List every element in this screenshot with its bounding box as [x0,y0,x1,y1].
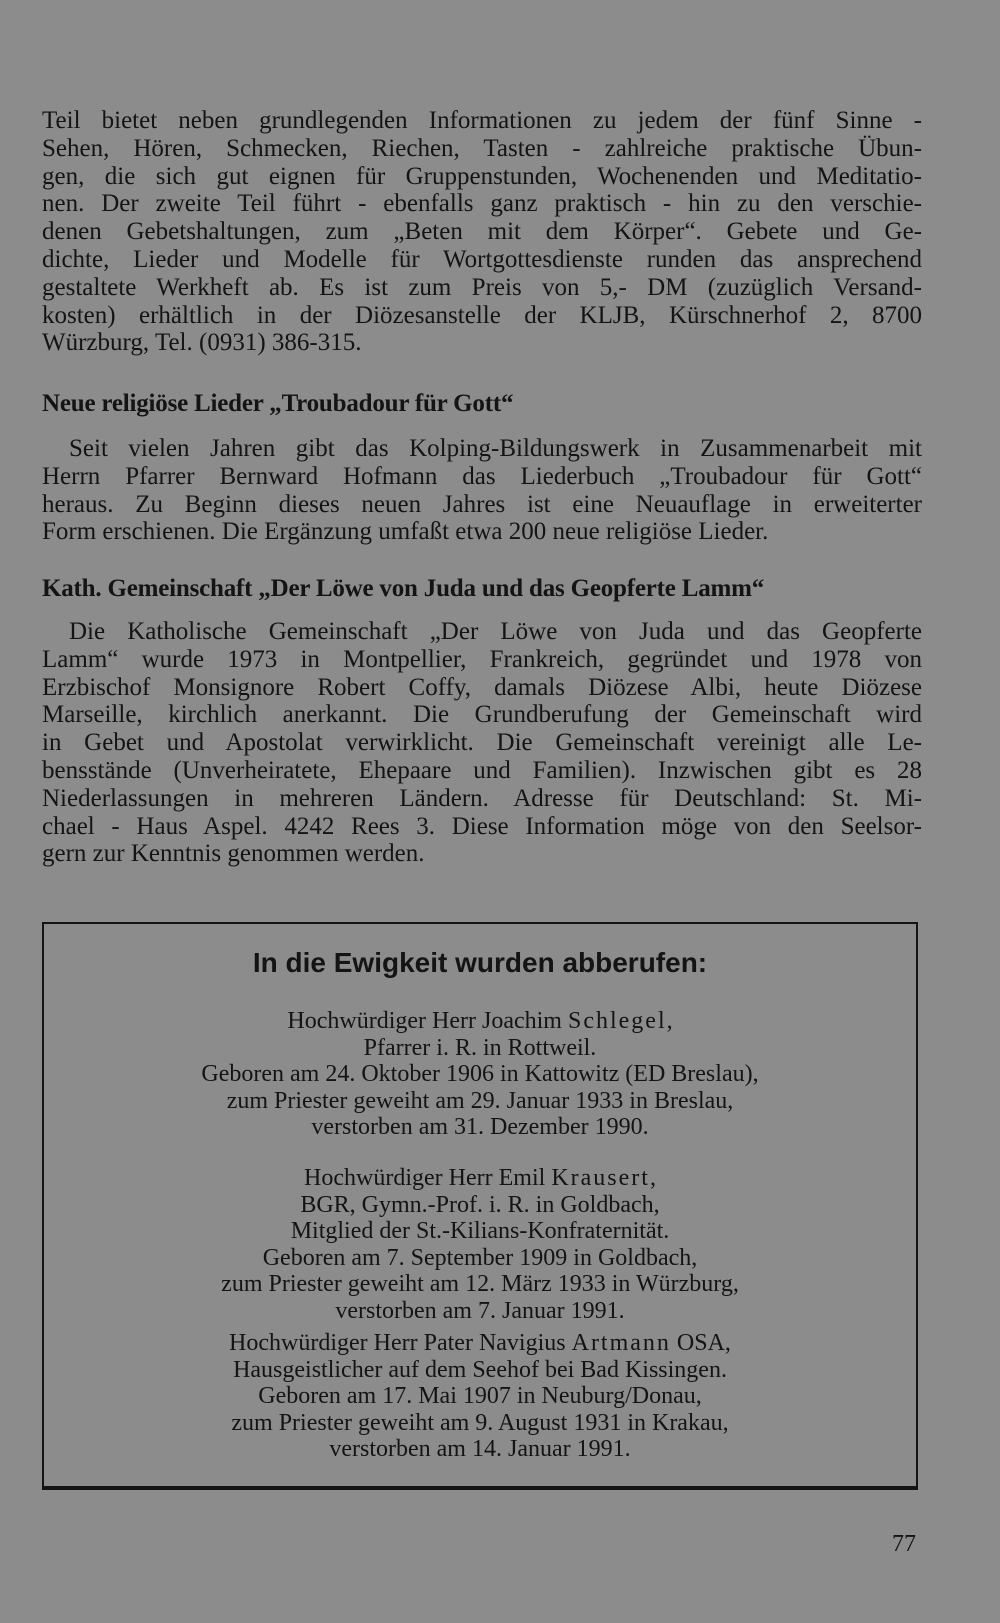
obituary-line: zum Priester geweiht am 29. Januar 1933 in Breslau, [226,1087,734,1114]
obituary-line: Geboren am 17. Mai 1907 in Neuburg/Donau, [258,1383,702,1409]
intro-line: Sehen, Hören, Schmecken, Riechen, Tasten - zahlreiche praktische Übun- [42,134,922,162]
troubadour-line: Seit vielen Jahren gibt das Kolping-Bildungswerk in Zusammenarbeit mit [69,435,922,462]
obituary-prefix: Hochwürdiger Herr Emil [304,1165,546,1191]
intro-line: kosten) erhältlich in der Diözesanstelle der KLJB, Kürschnerhof 2, 8700 [42,301,922,329]
obituary-prefix: Hochwürdiger Herr Joachim [287,1008,562,1034]
obituary-name-line [44,1330,916,1357]
obituary-line: Geboren am 7. September 1909 in Goldbach, [262,1244,698,1271]
intro-line: nen. Der zweite Teil führt - ebenfalls ganz praktisch - hin zu den verschie- [42,190,922,218]
obituary-line: Hausgeistlicher auf dem Seehof bei Bad Kissingen. [233,1356,727,1383]
loewe-line: Marseille, kirchlich anerkannt. Die Grundberufung der Gemeinschaft wird [42,701,922,729]
obituary-line: zum Priester geweiht am 9. August 1931 in Krakau, [231,1409,729,1436]
obituary-box [42,922,918,1490]
loewe-line: bensstände (Unverheiratete, Ehepaare und Familien). Inzwischen gibt es 28 [42,756,922,784]
intro-line: Teil bietet neben grundlegenden Informationen zu jedem der fünf Sinne - [42,107,922,134]
loewe-line: in Gebet und Apostolat verwirklicht. Die Gemeinschaft vereinigt alle Le- [42,729,922,757]
obituary-suffix: OSA, [670,1330,731,1356]
document-page [42,0,922,1623]
section-heading-troubadour: Neue religiöse Lieder „Troubadour für Gott“ [42,390,514,417]
obituary-surname: Artmann [571,1330,671,1356]
obituary-entry [44,1008,916,1141]
troubadour-paragraph [42,435,922,546]
section-heading-loewe: Kath. Gemeinschaft „Der Löwe von Juda und das Geopferte Lamm“ [42,575,765,602]
obituary-line: verstorben am 7. Januar 1991. [335,1297,625,1324]
loewe-paragraph [42,618,922,868]
loewe-line: chael - Haus Aspel. 4242 Rees 3. Diese Information möge von den Seelsor- [42,812,922,840]
obituary-title: In die Ewigkeit wurden abberufen: [252,947,708,978]
intro-line: gen, die sich gut eignen für Gruppenstunden, Wochenenden und Meditatio- [42,162,922,190]
obituary-suffix: , [666,1008,673,1034]
page-number: 77 [892,1531,916,1557]
troubadour-line: Form erschienen. Die Ergänzung umfaßt etwa 200 neue religiöse Lieder. [42,518,769,546]
obituary-name-line [44,1008,916,1035]
obituary-entry [44,1165,916,1324]
troubadour-line: heraus. Zu Beginn dieses neuen Jahres ist eine Neuauflage in erweiterter [42,490,922,518]
intro-line: denen Gebetshaltungen, zum „Beten mit dem Körper“. Gebete und Ge- [42,218,922,246]
intro-line: dichte, Lieder und Modelle für Wortgottesdienste runden das ansprechend [42,245,922,273]
obituary-line: BGR, Gymn.-Prof. i. R. in Goldbach, [300,1191,660,1218]
obituary-name-line [44,1165,916,1192]
obituary-surname: Krausert [551,1165,650,1191]
intro-paragraph [42,107,922,357]
loewe-line: gern zur Kenntnis genommen werden. [42,840,425,868]
obituary-line: verstorben am 31. Dezember 1990. [311,1114,649,1140]
intro-line: gestaltete Werkheft ab. Es ist zum Preis von 5,- DM (zuzüglich Versand- [42,273,922,301]
loewe-line: Erzbischof Monsignore Robert Coffy, damals Diözese Albi, heute Diözese [42,673,922,701]
obituary-prefix: Hochwürdiger Herr Pater Navigius [229,1330,566,1356]
loewe-line: Niederlassungen in mehreren Ländern. Adresse für Deutschland: St. Mi- [42,784,922,812]
obituary-line: Geboren am 24. Oktober 1906 in Kattowitz (ED Breslau), [201,1061,759,1087]
obituary-line: verstorben am 14. Januar 1991. [329,1436,631,1462]
obituary-line: Pfarrer i. R. in Rottweil. [363,1034,597,1061]
intro-line: Würzburg, Tel. (0931) 386-315. [42,329,362,357]
loewe-line: Die Katholische Gemeinschaft „Der Löwe von Juda und das Geopferte [69,618,922,645]
obituary-surname: Schlegel [567,1008,667,1034]
obituary-entry [44,1330,916,1463]
obituary-suffix: , [649,1165,656,1191]
obituary-line: Mitglied der St.-Kilians-Konfraternität. [290,1218,670,1244]
loewe-line: Lamm“ wurde 1973 in Montpellier, Frankreich, gegründet und 1978 von [42,645,922,673]
obituary-line: zum Priester geweiht am 12. März 1933 in Würzburg, [221,1271,739,1297]
troubadour-line: Herrn Pfarrer Bernward Hofmann das Liederbuch „Troubadour für Gott“ [42,462,922,490]
